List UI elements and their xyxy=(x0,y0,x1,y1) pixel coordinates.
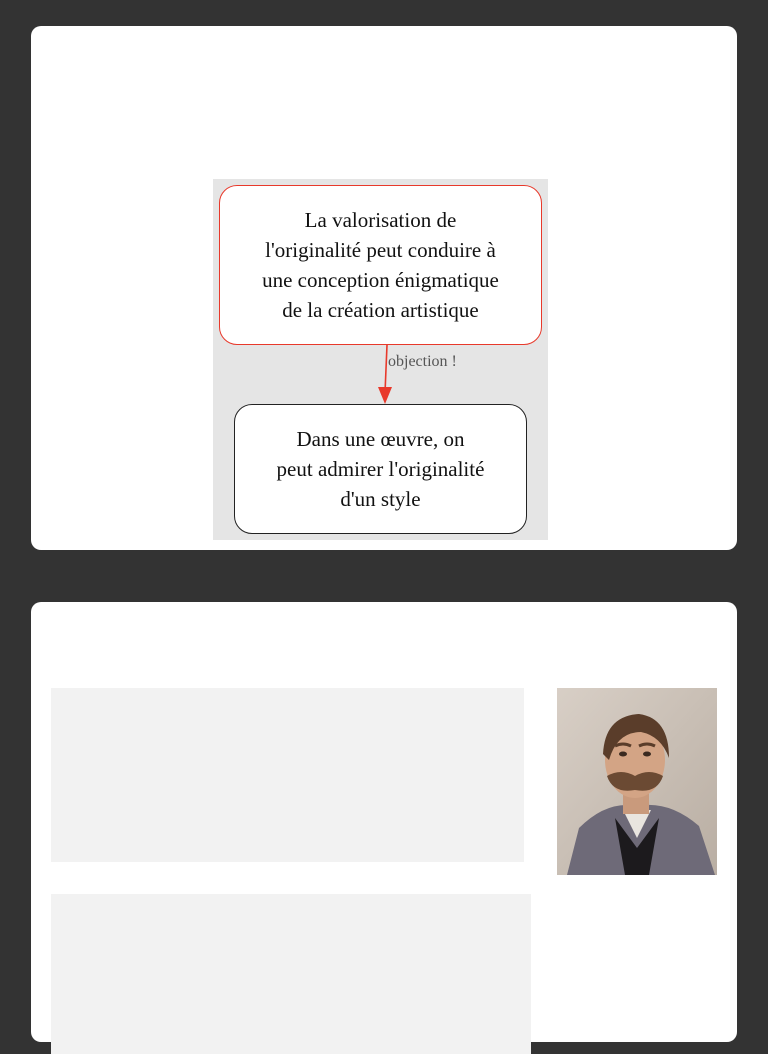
argument-diagram xyxy=(213,179,548,540)
content-card xyxy=(31,602,737,1042)
objection-node[interactable]: Dans une œuvre, on peut admirer l'originalité d'un style xyxy=(234,404,527,534)
text-placeholder xyxy=(51,688,524,862)
text-placeholder xyxy=(51,894,531,1054)
portrait-image xyxy=(557,688,717,875)
edge-label: objection ! xyxy=(388,353,457,370)
argument-card xyxy=(31,26,737,550)
thesis-node[interactable]: La valorisation de l'originalité peut conduire à une conception énigmatique de la création artistique xyxy=(219,185,542,345)
portrait-illustration xyxy=(557,688,717,875)
